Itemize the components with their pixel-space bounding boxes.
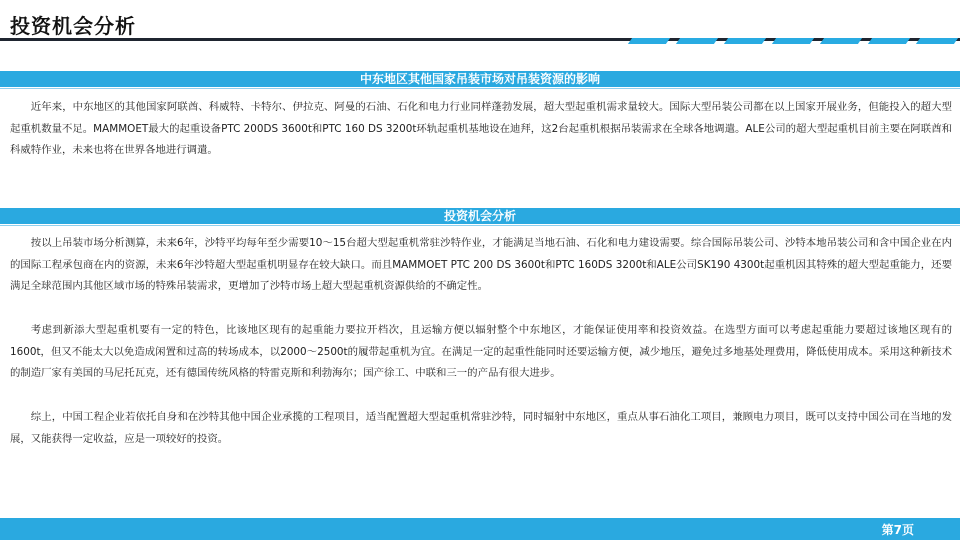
decorative-dashes bbox=[620, 38, 960, 44]
paragraph-market-estimate: 按以上吊装市场分析测算，未来6年，沙特平均每年至少需要10～15台超大型起重机常驻沙特作业，才能满足当地石油、石化和电力建设需要。综合国际吊装公司、沙特本地吊装公司和含中国企业在内的国际工程承包商在内的资源，未来6年沙特超大型起重机明显存在较大缺口。而且MAMMOET PTC 200 DS 3600t和PTC 160DS 3200t和ALE公司SK190 4300t起重机因其特殊的超大型起重能力，还要满足全球范围内其他区域市场的特殊吊装需求，更增加了沙特市场上超大型起重机资源供给的不确定性。 bbox=[10, 237, 952, 292]
paragraph-regional-impact: 近年来，中东地区的其他国家阿联酋、科威特、卡特尔、伊拉克、阿曼的石油、石化和电力行业同样蓬勃发展，超大型起重机需求量较大。国际大型吊装公司都在以上国家开展业务，但能投入的超大型起重机数量不足。MAMMOET最大的起重设备PTC 200DS 3600t和PTC 160 DS 3200t环轨起重机基地设在迪拜，这2台起重机根据吊装需求在全球各地调遣。ALE公司的超大型起重机目前主要在阿联酋和科威特作业，未来也将在世界各地进行调遣。 bbox=[10, 101, 952, 156]
paragraph-conclusion: 综上，中国工程企业若依托自身和在沙特其他中国企业承揽的工程项目，适当配置超大型起重机常驻沙特，同时辐射中东地区，重点从事石油化工项目，兼顾电力项目，既可以支持中国公司在当地的发展，又能获得一定收益，应是一项较好的投资。 bbox=[10, 411, 952, 445]
paragraph-equipment-selection: 考虑到新添大型起重机要有一定的特色，比该地区现有的起重能力要拉开档次，且运输方便以辐射整个中东地区，才能保证使用率和投资效益。在选型方面可以考虑起重能力要超过该地区现有的1600t，但又不能太大以免造成闲置和过高的转场成本，以2000～2500t的履带起重机为宜。在满足一定的起重性能同时还要运输方便，减少地压，避免过多地基处理费用，降低使用成本。采用这种新技术的制造厂家有美国的马尼托瓦克，还有德国传统风格的特雷克斯和利勃海尔；国产徐工、中联和三一的产品有很大进步。 bbox=[10, 324, 952, 379]
page-title: 投资机会分析 bbox=[10, 14, 136, 38]
section-divider bbox=[0, 88, 960, 89]
section-heading-investment: 投资机会分析 bbox=[0, 208, 960, 224]
section-heading-regional-impact: 中东地区其他国家吊装市场对吊装资源的影响 bbox=[0, 71, 960, 87]
section-divider bbox=[0, 225, 960, 226]
page-number: 第7页 bbox=[881, 523, 914, 537]
footer-bar bbox=[0, 518, 960, 540]
